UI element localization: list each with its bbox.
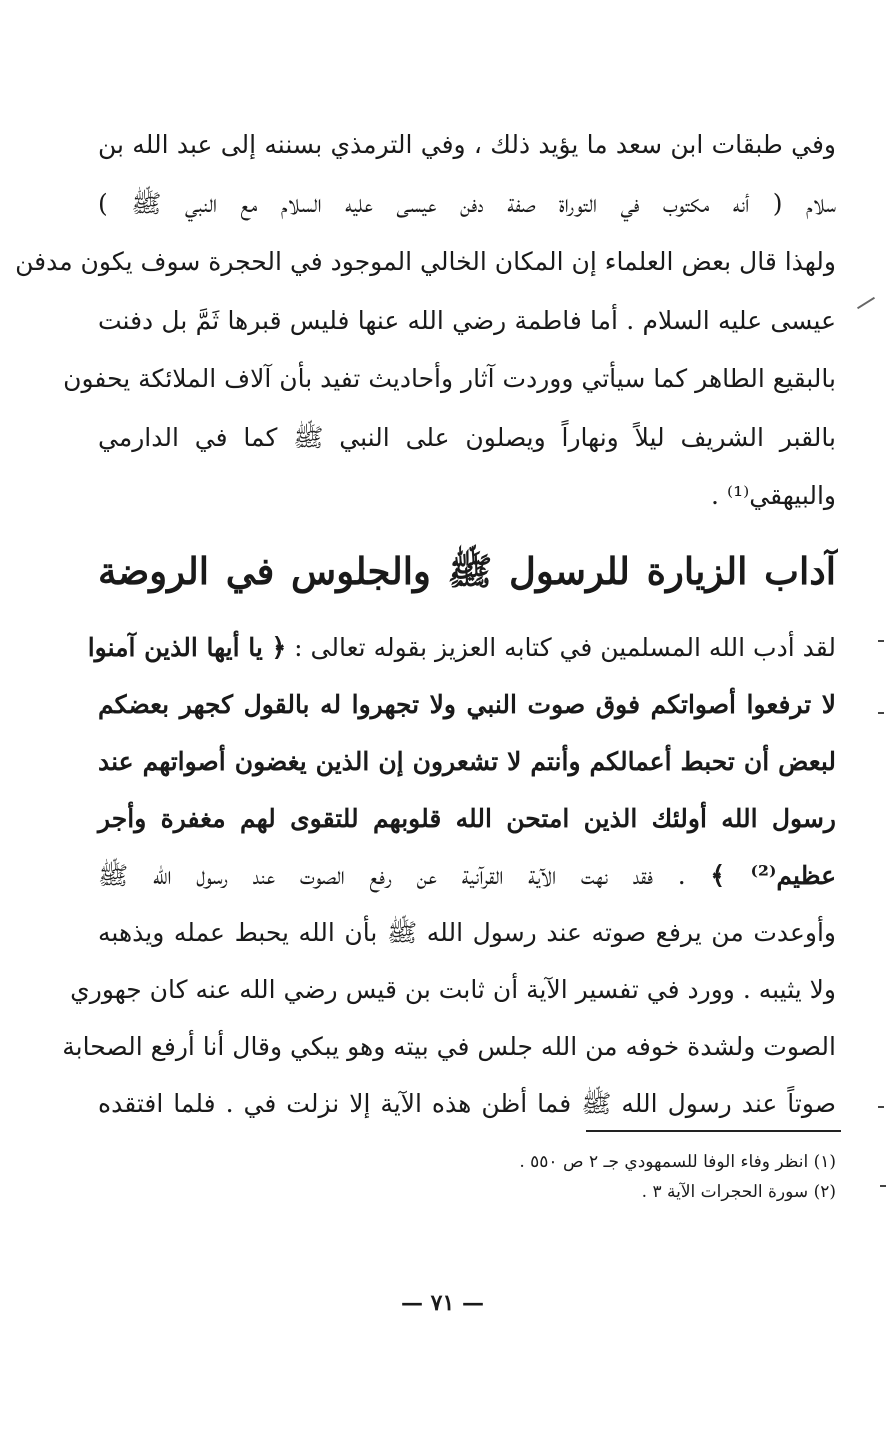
- text-line: بالقبر الشريف ليلاً ونهاراً ويصلون على النبي ﷺ كما في الدارمي: [98, 422, 836, 452]
- text-line: عيسى عليه السلام . أما فاطمة رضي الله عنها فليس قبرها ثَمَّ بل دفنت: [98, 305, 836, 335]
- footnotes: [320, 1147, 836, 1207]
- footnote-2: (٢) سورة الحجرات الآية ٣ .: [641, 1182, 836, 1202]
- text-line: ولهذا قال بعض العلماء إن المكان الخالي الموجود في الحجرة سوف يكون مدفن: [15, 247, 836, 276]
- footnote-divider: [586, 1130, 841, 1132]
- text-line: وأوعدت من يرفع صوته عند رسول الله ﷺ بأن الله يحبط عمله ويذهبه: [98, 918, 836, 947]
- margin-mark: [878, 712, 884, 714]
- margin-mark: [878, 640, 884, 642]
- text-line: سلام ( أنه مكتوب في التوراة صفة دفن عيسى عليه السلام مع النبي ﷺ ): [98, 188, 836, 218]
- text-line: ولا يثيبه . وورد في تفسير الآية أن ثابت بن قيس رضي الله عنه كان جهوري: [70, 975, 836, 1004]
- paragraph-tombs: [15, 116, 836, 526]
- text-line: وفي طبقات ابن سعد ما يؤيد ذلك ، وفي الترمذي بسننه إلى عبد الله بن: [98, 130, 836, 159]
- section-heading: آداب الزيارة للرسول ﷺ والجلوس في الروضة: [98, 549, 836, 593]
- quran-verse-text: عظيم⁽²⁾ ﴾: [710, 861, 836, 890]
- quran-verse-line: رسول الله أولئك الذين امتحن الله قلوبهم للتقوى لهم مغفرة وأجر: [98, 804, 836, 833]
- text-line: [87, 619, 836, 676]
- margin-mark: [857, 297, 875, 309]
- quran-verse-line: لبعض أن تحبط أعمالكم وأنتم لا تشعرون إن الذين يغضون أصواتهم عند: [98, 747, 836, 776]
- text-line: [98, 847, 836, 904]
- text-run: لقد أدب الله المسلمين في كتابه العزيز بقوله تعالى :: [286, 633, 836, 662]
- page-number: — ٧١ —: [401, 1290, 484, 1316]
- text-line: صوتاً عند رسول الله ﷺ فما أظن هذه الآية إلا نزلت في . فلما افتقده: [98, 1089, 836, 1118]
- text-run: . فقد نهت الآية القرآنية عن رفع الصوت عند رسول الله ﷺ: [98, 861, 711, 890]
- text-line: بالبقيع الطاهر كما سيأتي ووردت آثار وأحاديث تفيد بأن آلاف الملائكة يحفون: [63, 364, 836, 393]
- margin-mark: [878, 1106, 884, 1108]
- margin-mark: [880, 1185, 886, 1187]
- text-line: الصوت ولشدة خوفه من الله جلس في بيته وهو يبكي وقال أنا أرفع الصحابة: [62, 1032, 836, 1061]
- paragraph-etiquette: [62, 619, 836, 1132]
- quran-verse-line: لا ترفعوا أصواتكم فوق صوت النبي ولا تجهروا له بالقول كجهر بعضكم: [98, 690, 836, 719]
- text-line: والبيهقي⁽¹⁾ .: [711, 481, 836, 510]
- quran-verse-text: ﴿ يا أيها الذين آمنوا: [87, 633, 287, 662]
- footnote-1: (١) انظر وفاء الوفا للسمهودي جـ ٢ ص ٥٥٠ .: [519, 1152, 836, 1172]
